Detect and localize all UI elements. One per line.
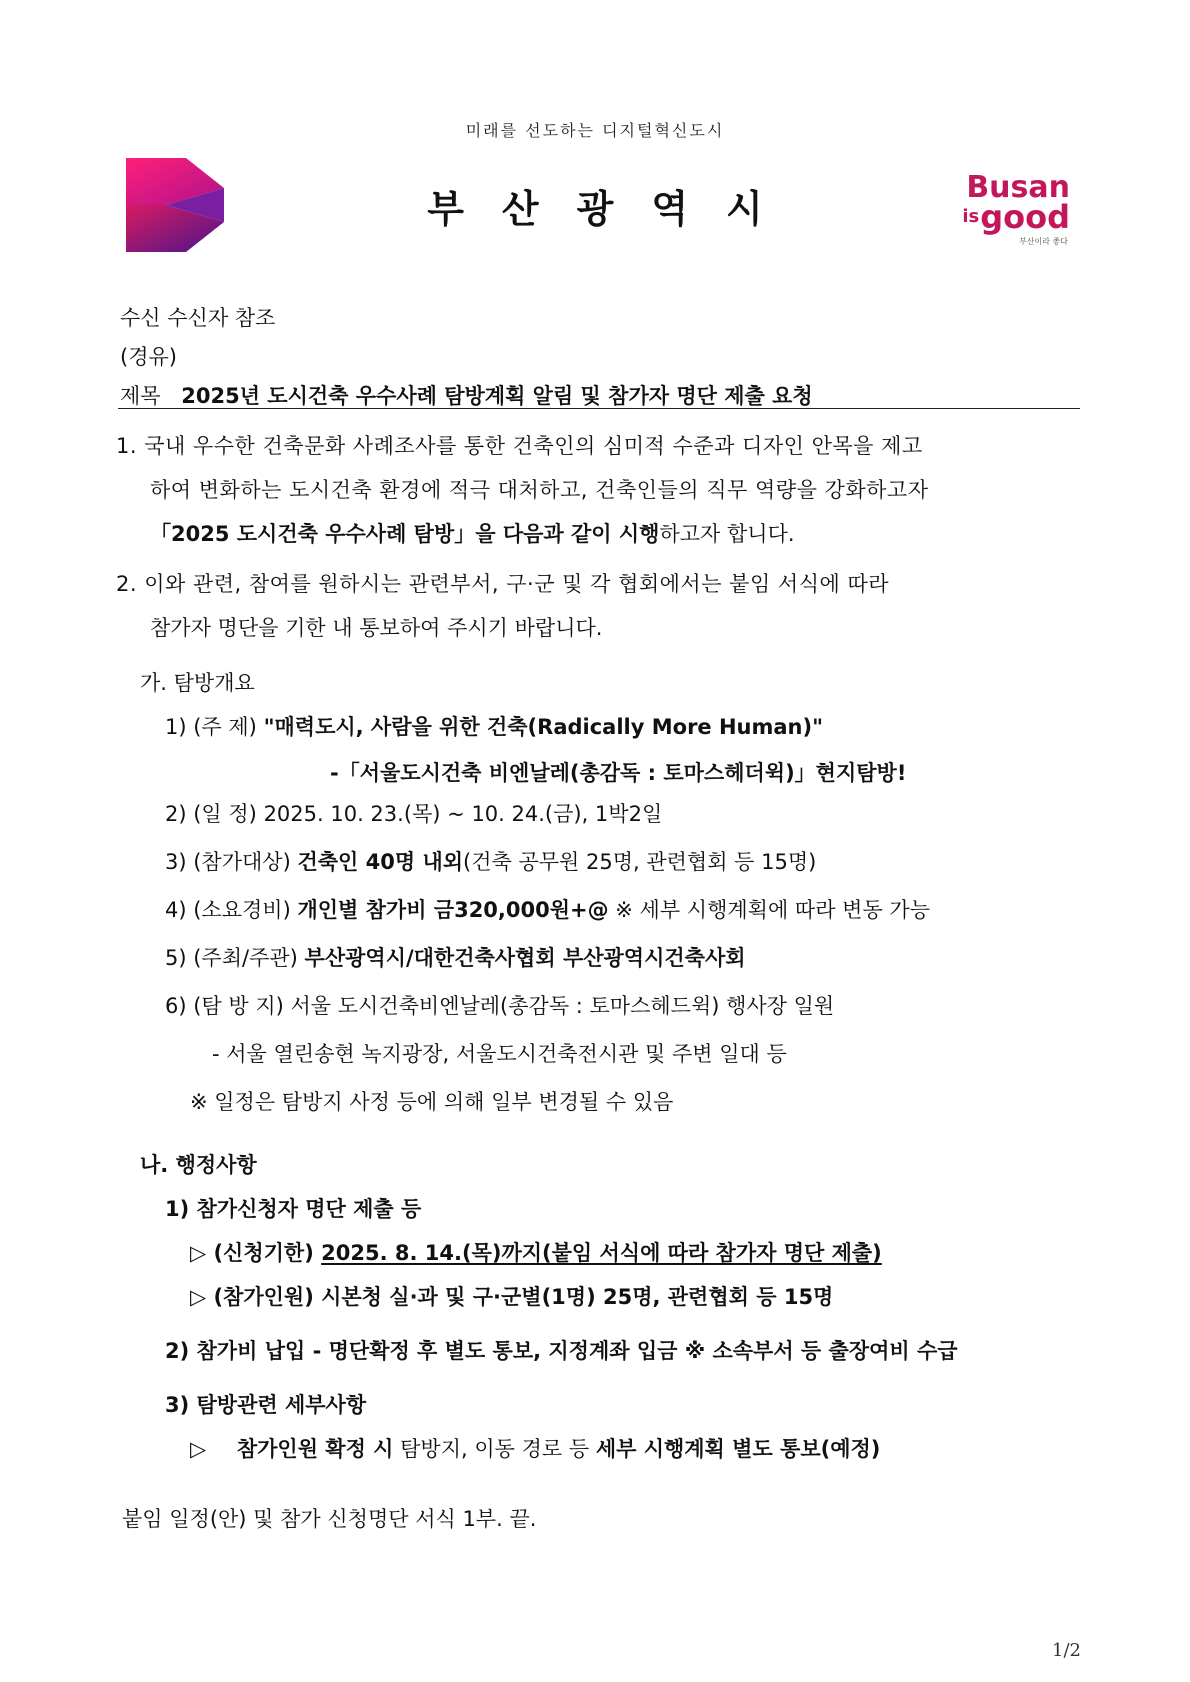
ga-item-schedule: 2) (일 정) 2025. 10. 23.(목) ~ 10. 24.(금), 1박2일 [165,802,663,826]
brand-line2: isgood [962,198,1070,236]
na-item1-headcount: ▷ (참가인원) 시본청 실·과 및 구·군별(1명) 25명, 관련협회 등 15명 [190,1285,834,1309]
subject-divider [118,408,1080,409]
subject-line [120,380,813,410]
via-line: (경유) [120,345,177,369]
section-na-heading: 나. 행정사항 [140,1153,257,1177]
busan-is-good-logo [960,170,1080,246]
header-slogan: 미래를 선도하는 디지털혁신도시 [465,121,725,140]
ga-item-host: 5) (주최/주관) 부산광역시/대한건축사협회 부산광역시건축사회 [165,946,746,970]
na-item1-deadline: ▷ (신청기한) 2025. 8. 14.(목)까지(붙임 서식에 따라 참가자 명단 제출) [190,1241,882,1265]
subject-text: 2025년 도시건축 우수사례 탐방계획 알림 및 참가자 명단 제출 요청 [181,384,813,408]
na-item1-heading: 1) 참가신청자 명단 제출 등 [165,1197,422,1221]
ga-item-theme-continuation: -「서울도시건축 비엔날레(총감독 : 토마스헤더윅)」현지탐방! [330,761,907,785]
ga-schedule-note: ※ 일정은 탐방지 사정 등에 의해 일부 변경될 수 있음 [190,1090,674,1114]
subject-label: 제목 [120,384,161,408]
p1-line1: 1. 국내 우수한 건축문화 사례조사를 통한 건축인의 심미적 수준과 디자인 안목을 제고 [116,434,923,458]
ga-destination-detail: - 서울 열린송현 녹지광장, 서울도시건축전시관 및 주변 일대 등 [212,1042,787,1066]
brand-line3: 부산이라 좋다 [1019,237,1068,246]
p2-line1: 2. 이와 관련, 참여를 원하시는 관련부서, 구·군 및 각 협회에서는 붙임 서식에 따라 [116,572,890,596]
recipient-line: 수신 수신자 참조 [120,306,276,330]
section-ga-heading: 가. 탐방개요 [140,671,255,695]
ga-item-destination: 6) (탐 방 지) 서울 도시건축비엔날레(총감독 : 토마스헤드윅) 행사장 일원 [165,994,835,1018]
na-item3-detail: ▷ 참가인원 확정 시 탐방지, 이동 경로 등 세부 시행계획 별도 통보(예정) [190,1437,881,1461]
ga-item-participants: 3) (참가대상) 건축인 40명 내외(건축 공무원 25명, 관련협회 등 15명) [165,850,817,874]
ga-item-cost: 4) (소요경비) 개인별 참가비 금320,000원+@ ※ 세부 시행계획에 따라 변동 가능 [165,898,930,922]
page-number: 1/2 [1052,1640,1081,1661]
attachment-line: 붙임 일정(안) 및 참가 신청명단 서식 1부. 끝. [122,1507,537,1531]
p2-line2: 참가자 명단을 기한 내 통보하여 주시기 바랍니다. [150,616,603,640]
p1-line3: 「2025 도시건축 우수사례 탐방」을 다음과 같이 시행하고자 합니다. [150,522,795,546]
brand-line1: Busan [966,170,1070,205]
na-item3-heading: 3) 탐방관련 세부사항 [165,1393,367,1417]
organization-name: 부산광역시 [427,187,801,231]
ga-item-theme: 1) (주 제) "매력도시, 사람을 위한 건축(Radically More Human)" [165,715,824,739]
na-item2-fee: 2) 참가비 납입 - 명단확정 후 별도 통보, 지정계좌 입금 ※ 소속부서 등 출장여비 수급 [165,1339,958,1363]
p1-line2: 하여 변화하는 도시건축 환경에 적극 대처하고, 건축인들의 직무 역량을 강화하고자 [150,478,929,502]
